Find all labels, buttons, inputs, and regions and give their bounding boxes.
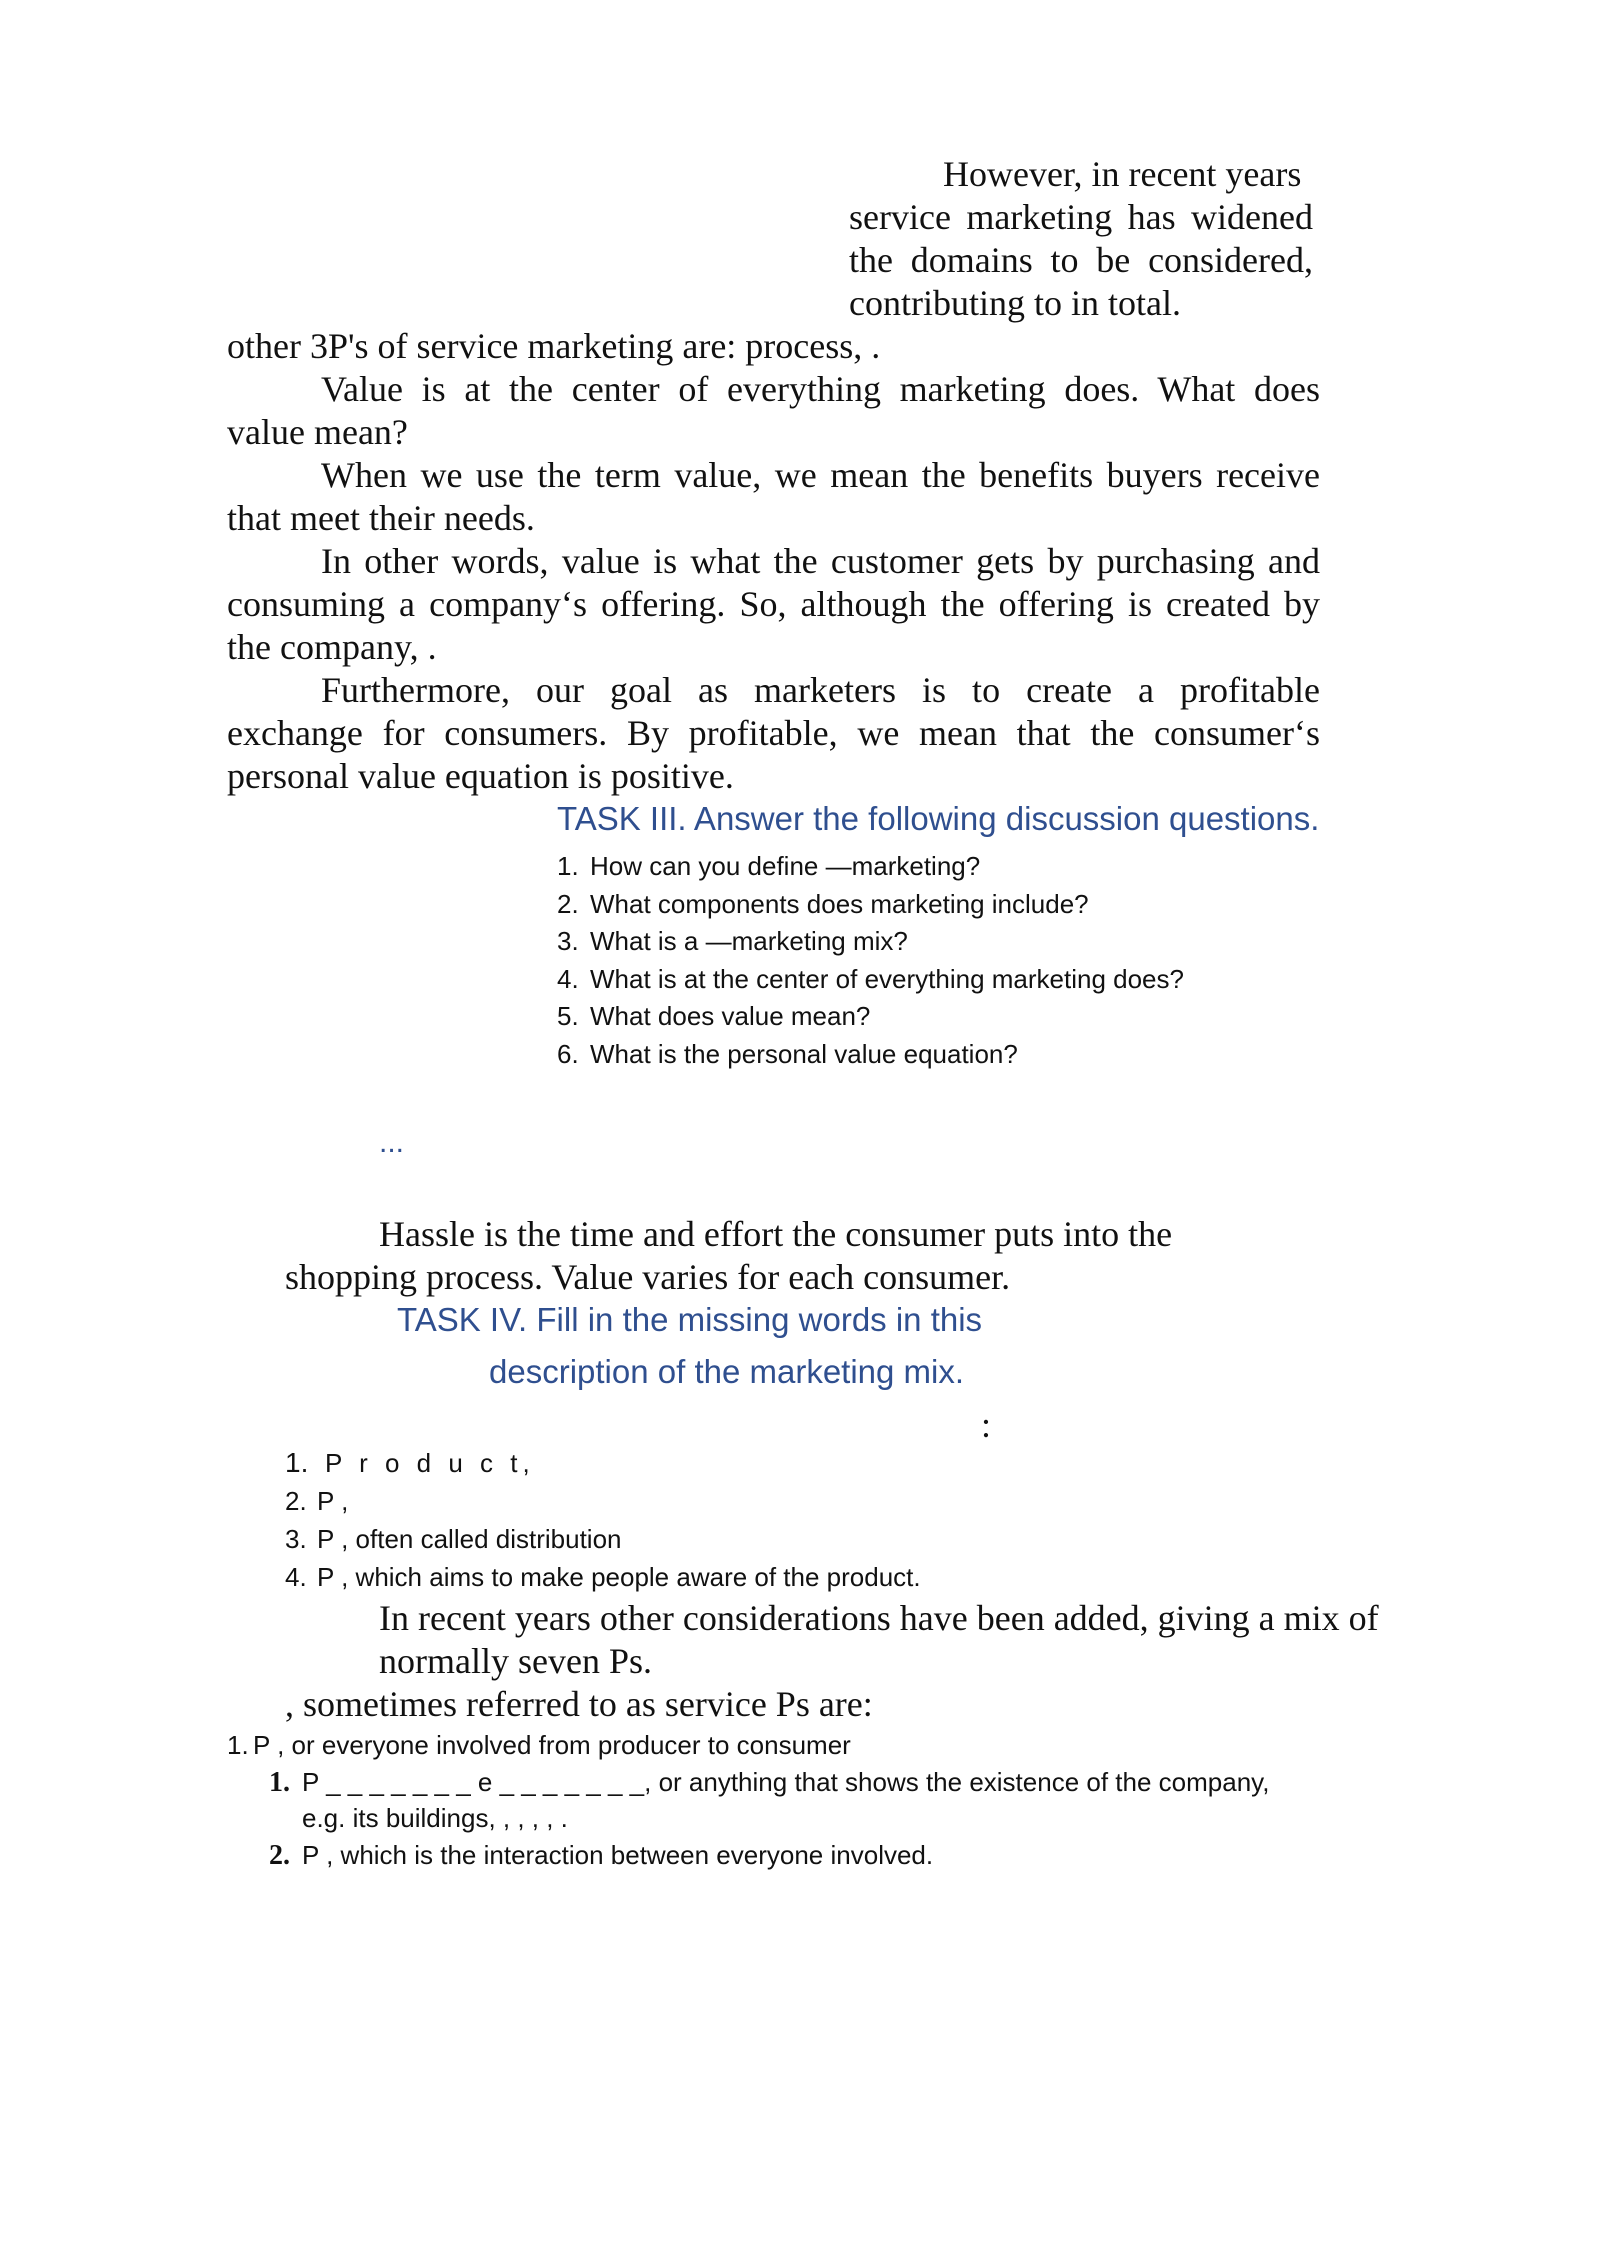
task4-heading-line-1: TASK IV. Fill in the missing words in this — [397, 1301, 983, 1338]
hassle-line-1: Hassle is the time and effort the consumer puts into the — [379, 1214, 1173, 1254]
intro-line-4: contributing to in total. — [849, 283, 1181, 323]
mix-item: 2. P , — [285, 1486, 349, 1516]
service-p-item: e.g. its buildings, , , , , . — [302, 1803, 568, 1833]
service-p-item: 1. P , or everyone involved from producer to consumer — [227, 1730, 851, 1760]
task3-heading: TASK III. Answer the following discussion questions. — [557, 800, 1320, 837]
question-item: 3. What is a ―marketing mix? — [557, 926, 908, 957]
question-item: 1. How can you define ―marketing? — [557, 851, 981, 881]
service-ps-intro: , sometimes referred to as service Ps are: — [285, 1684, 873, 1724]
recent-line-2: normally seven Ps. — [379, 1641, 652, 1681]
hassle-line-2: shopping process. Value varies for each consumer. — [285, 1257, 1011, 1297]
mix-item: 1. P r o d u c t, — [285, 1447, 535, 1478]
ellipsis: ... — [379, 1126, 405, 1159]
paragraph-line: Value is at the center of everything marketing does. What does — [321, 369, 1320, 409]
recent-line-1: In recent years other considerations have been added, giving a mix of — [379, 1598, 1379, 1638]
paragraph-line: that meet their needs. — [227, 498, 535, 538]
paragraph-line: exchange for consumers. By profitable, we mean that the consumer‘s — [227, 713, 1320, 753]
paragraph-line: the company, . — [227, 627, 437, 667]
service-p-item: 1. P _ _ _ _ _ _ _ e _ _ _ _ _ _ _, or anything that shows the existence of the company, — [269, 1767, 1270, 1798]
colon: : — [981, 1405, 992, 1445]
paragraph-line: other 3P's of service marketing are: process, . — [227, 326, 881, 366]
mix-item: 4. P , which aims to make people aware of the product. — [285, 1562, 921, 1592]
service-p-item: 2. P , which is the interaction between everyone involved. — [269, 1840, 934, 1871]
paragraph-line: When we use the term value, we mean the benefits buyers receive — [321, 455, 1320, 495]
mix-item: 3. P , often called distribution — [285, 1524, 622, 1554]
paragraph-line: In other words, value is what the customer gets by purchasing and — [321, 541, 1320, 581]
paragraph-line: consuming a company‘s offering. So, although the offering is created by — [227, 584, 1320, 624]
question-item: 6. What is the personal value equation? — [557, 1038, 1018, 1069]
paragraph-line: Furthermore, our goal as marketers is to create a profitable — [321, 670, 1320, 710]
intro-line-3: the domains to be considered, — [849, 240, 1313, 280]
paragraph-line: personal value equation is positive. — [227, 756, 734, 796]
intro-line-1: However, in recent years — [943, 154, 1302, 194]
task3-questions — [557, 848, 1184, 1074]
question-item: 5. What does value mean? — [557, 1001, 871, 1032]
question-item: 2. What components does marketing include? — [557, 888, 1089, 919]
paragraph-line: value mean? — [227, 412, 408, 452]
mix-list — [285, 1444, 921, 1596]
task4-heading-line-2: description of the marketing mix. — [489, 1353, 965, 1390]
question-item: 4. What is at the center of everything marketing does? — [557, 963, 1184, 994]
intro-line-2: service marketing has widened — [849, 197, 1313, 237]
